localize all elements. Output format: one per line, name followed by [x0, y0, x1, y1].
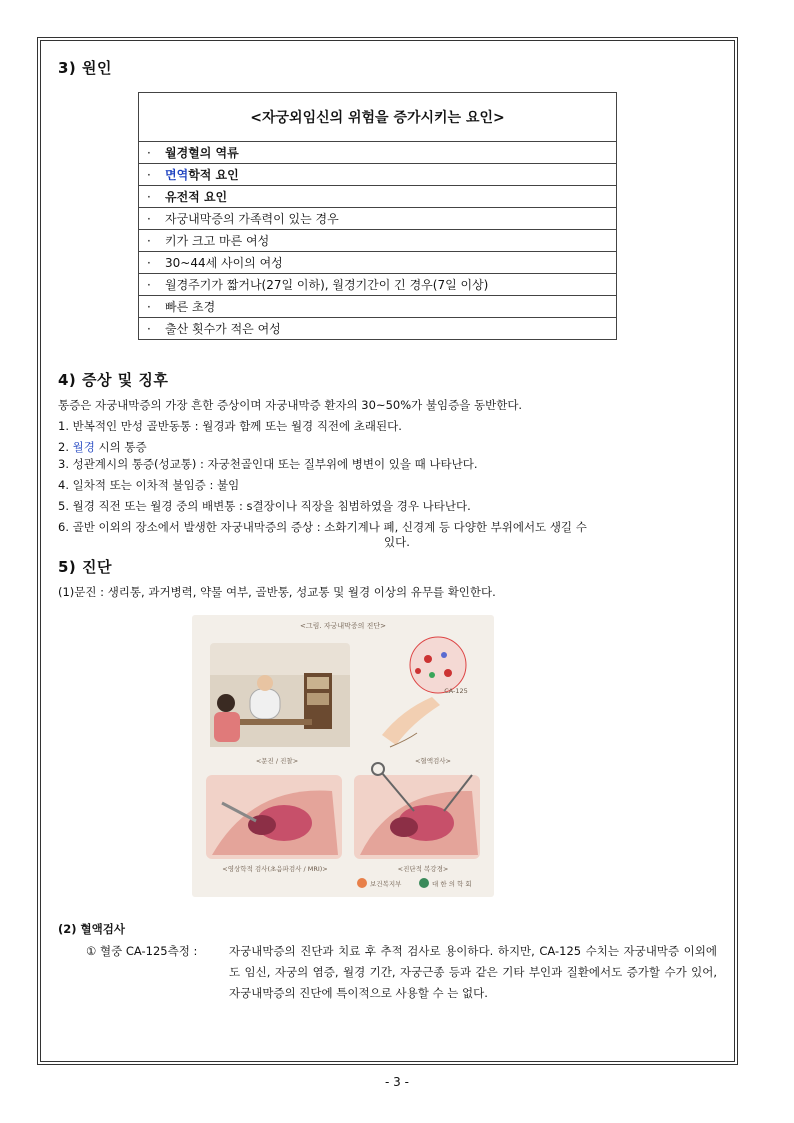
- ca125-description: 자궁내막증의 진단과 치료 후 추적 검사로 용이하다. 하지만, CA-125 수치는 자궁내막증 이외에도 임신, 자궁의 염증, 월경 기간, 자궁근종 등과 같은 기타 부인과 질환에서도 증가할 수가 있어, 자궁내막증의 진단에 특이적으로 사용할 수 는 없다.: [229, 944, 717, 1000]
- logo-ministry: 보건복지부: [370, 880, 402, 888]
- figure-caption-blood: <혈액검사>: [414, 757, 451, 765]
- table-row: · 월경주기가 짧거나(27일 이하), 월경기간이 긴 경우(7일 이상): [139, 274, 617, 296]
- table-row: · 면역학적 요인: [139, 164, 617, 186]
- table-title: <자궁외임신의 위험을 증가시키는 요인>: [139, 93, 617, 142]
- logo-academy: 대 한 의 학 회: [432, 880, 472, 888]
- symptom-item-1: 1. 반복적인 만성 골반동통 : 월경과 함께 또는 월경 직전에 초래된다.: [58, 419, 402, 433]
- section-heading-causes: 3) 원인: [58, 59, 112, 77]
- symptom-item-5: 5. 월경 직전 또는 월경 중의 배변통 : s결장이나 직장을 침범하였을 경우 나타난다.: [58, 499, 471, 513]
- table-row: · 빠른 초경: [139, 296, 617, 318]
- diagnosis-interview: (1)문진 : 생리통, 과거병력, 약물 여부, 골반통, 성교통 및 월경 이상의 유무를 확인한다.: [58, 585, 496, 599]
- risk-factor-table: [138, 92, 617, 340]
- symptoms-intro: 통증은 자궁내막증의 가장 흔한 증상이며 자궁내막증 환자의 30~50%가 불임증을 동반한다.: [58, 398, 523, 412]
- table-row: · 30~44세 사이의 여성: [139, 252, 617, 274]
- figure-caption-imaging: <영상학적 검사(초음파검사 / MRI)>: [222, 865, 328, 873]
- symptom-item-6: 6. 골반 이외의 장소에서 발생한 자궁내막증의 증상 : 소화기계나 폐, 신경계 등 다양한 부위에서도 생길 수: [58, 520, 587, 534]
- page-number: - 3 -: [385, 1075, 409, 1089]
- table-row: · 출산 횟수가 적은 여성: [139, 318, 617, 340]
- figure-caption-consult: <문진 / 진찰>: [255, 757, 299, 765]
- figure-caption-laparoscopy: <진단적 복강경>: [397, 865, 449, 873]
- figure-ca125-tag: CA-125: [444, 687, 468, 695]
- section-heading-symptoms: 4) 증상 및 징후: [58, 371, 169, 389]
- symptom-item-4: 4. 일차적 또는 이차적 불임증 : 불임: [58, 478, 240, 492]
- figure-title: <그림. 자궁내막증의 진단>: [299, 622, 387, 630]
- symptom-item-2: 2. 월경 시의 통증: [58, 440, 147, 454]
- ca125-label: ① 혈중 CA-125측정 :: [86, 944, 198, 958]
- diagnosis-figure: [192, 615, 494, 897]
- symptom-item-6-cont: 있다.: [384, 535, 410, 549]
- table-row: · 자궁내막증의 가족력이 있는 경우: [139, 208, 617, 230]
- table-row: · 유전적 요인: [139, 186, 617, 208]
- section-heading-diagnosis: 5) 진단: [58, 558, 112, 576]
- symptom-item-3: 3. 성관계시의 통증(성교통) : 자궁천골인대 또는 질부위에 병변이 있을 때 나타난다.: [58, 457, 478, 471]
- table-row: · 월경혈의 역류: [139, 142, 617, 164]
- blood-test-heading: (2) 혈액검사: [58, 922, 125, 936]
- table-row: · 키가 크고 마른 여성: [139, 230, 617, 252]
